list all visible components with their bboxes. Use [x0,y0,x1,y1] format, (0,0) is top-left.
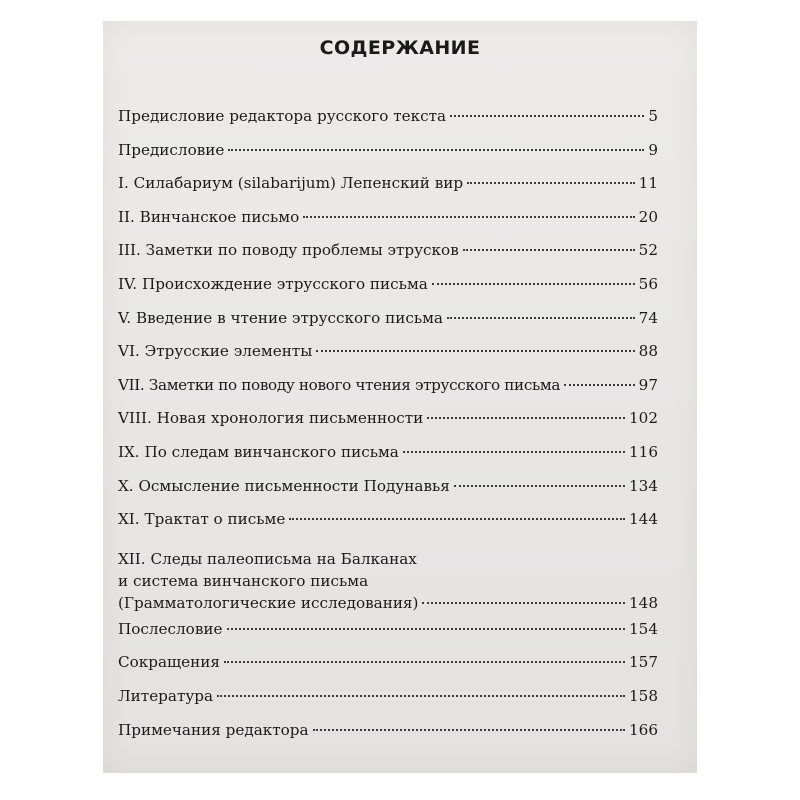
toc-entry-page: 158 [629,686,658,705]
toc-entry-page: 157 [629,653,658,672]
toc-entry-label: Примечания редактора [118,720,309,739]
dot-leader [228,149,644,151]
toc-entry-label: XI. Трактат о письме [118,510,286,529]
dot-leader [447,317,635,319]
toc-entry-label: VII. Заметки по поводу нового чтения этрусского письма [118,375,561,394]
toc-entry-label: III. Заметки по поводу проблемы этрусков [118,241,459,260]
toc-entry [118,653,658,687]
toc-entry-page: 97 [638,375,658,394]
toc-entry [118,443,658,477]
toc-entry-page: 134 [629,476,658,495]
toc-entry-label: V. Введение в чтение этрусского письма [118,308,443,327]
dot-leader [289,518,625,520]
table-of-contents [118,107,658,754]
dot-leader [303,216,634,218]
dot-leader [313,729,625,731]
toc-entry-label-line: XII. Следы палеописьма на Балканах [118,549,417,568]
toc-entry [118,409,658,443]
toc-entry-page: 154 [629,619,658,638]
toc-entry-label: II. Винчанское письмо [118,207,300,226]
toc-entry-page: 88 [638,342,658,361]
toc-entry [118,342,658,376]
toc-entry [118,510,658,544]
dot-leader [450,115,644,117]
toc-entry-label: Сокращения [118,653,220,672]
toc-entry-page: 166 [629,720,658,739]
toc-entry [118,376,658,410]
dot-leader [427,417,625,419]
toc-entry-label: IV. Происхождение этрусского письма [118,274,428,293]
toc-entry-last-line [118,592,658,614]
dot-leader [564,384,635,386]
toc-entry-label: Литература [118,686,214,705]
toc-entry-label: Послесловие [118,619,223,638]
toc-entry-label-line: (Грамматологические исследования) [118,593,419,612]
dot-leader [463,249,635,251]
toc-entry-page: 20 [638,207,658,226]
toc-entry-label: I. Силабариум (silabarijum) Лепенский вир [118,174,464,193]
toc-entry [118,477,658,511]
toc-entry [118,309,658,343]
toc-entry [118,141,658,175]
page-title: СОДЕРЖАНИЕ [319,37,481,59]
dot-leader [403,451,625,453]
toc-entry-page: 5 [648,107,658,125]
toc-entry [118,174,658,208]
dot-leader [224,661,625,663]
dot-leader [227,628,626,630]
toc-entry-page: 56 [638,274,658,293]
dot-leader [467,182,635,184]
toc-entry-label-line: и система винчанского письма [118,571,369,590]
toc-entry-page: 116 [629,442,658,461]
toc-entry-page: 9 [648,140,658,159]
toc-entry [118,721,658,755]
dot-leader [217,695,625,697]
toc-entry-page: 74 [638,308,658,327]
dot-leader [454,485,625,487]
dot-leader [432,283,635,285]
toc-entry [118,620,658,654]
toc-entry-page: 144 [629,510,658,529]
toc-entry [118,208,658,242]
toc-entry [118,107,658,141]
toc-entry [118,275,658,309]
toc-entry-multiline [118,548,658,614]
toc-entry-label: VI. Этрусские элементы [118,342,313,361]
toc-entry [118,687,658,721]
toc-entry [118,241,658,275]
toc-entry-label: X. Осмысление письменности Подунавья [118,476,450,495]
toc-entry-label: Предисловие редактора русского текста [118,107,447,125]
toc-entry-page: 102 [629,409,658,428]
book-page [103,21,697,773]
dot-leader [316,350,634,352]
toc-entry-page: 11 [638,174,658,193]
toc-entry-page: 148 [629,593,658,612]
toc-entry-page: 52 [638,241,658,260]
toc-entry-label: Предисловие [118,140,225,159]
toc-entry-label: VIII. Новая хронология письменности [118,409,424,428]
toc-entry-label: IX. По следам винчанского письма [118,442,399,461]
dot-leader [422,602,625,604]
